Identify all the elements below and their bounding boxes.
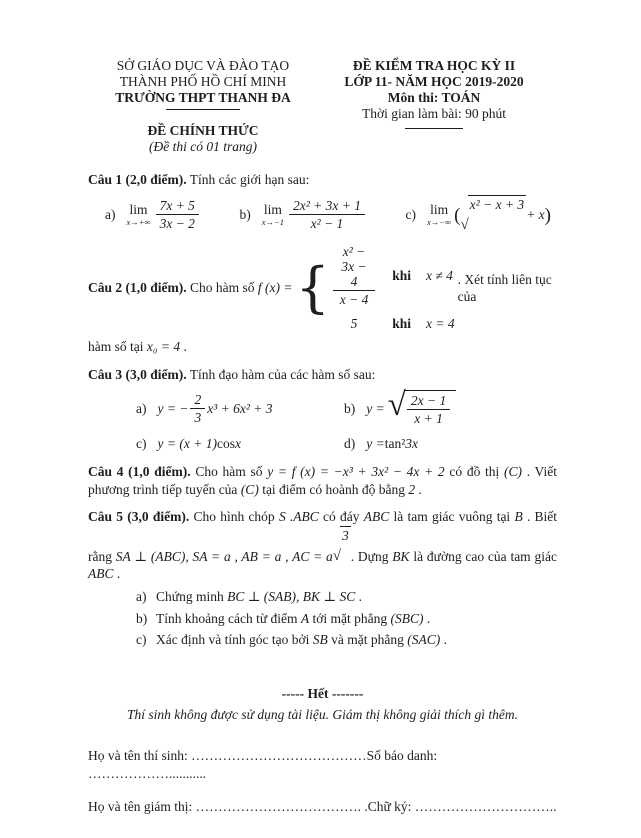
limit-c-open-paren: ( (454, 205, 461, 227)
piecewise-brace: { (295, 256, 330, 320)
subject: Môn thi: TOÁN (387, 89, 481, 105)
pages-note: (Đề thi có 01 trang) (149, 138, 257, 154)
question-3-label: Câu 3 (3,0 điểm). (88, 366, 187, 382)
subitem-b: b) Tính khoảng cách từ điểm A tới mặt phẳng (SBC) . (136, 610, 431, 626)
limit-c-lim: lim x→−∞ (427, 202, 452, 227)
limit-c-close-paren: ) (544, 205, 551, 227)
radical-sign: √ (387, 387, 406, 424)
case-2-condition: x = 4 (425, 315, 455, 331)
limit-a-fraction: $\frac{7x + 5}{3x - 2}$ (156, 198, 199, 231)
derivative-c: c) y = (x + 1) cos x (136, 436, 241, 452)
header-school-block (88, 58, 318, 155)
official-exam-label: ĐỀ CHÍNH THỨC (147, 122, 259, 138)
question-3-grid (88, 387, 557, 453)
limit-a (105, 198, 201, 231)
derivative-b: b) y = √ $\frac{2x - 1}{x + 1}$ (344, 390, 557, 426)
case-1-fraction: $\frac{\text{x² − 3x − 4}}{x - 4}$ (333, 244, 375, 307)
derivative-a: a) y = − $\frac{2}{3}$ x³ + 6x² + 3 (136, 391, 273, 425)
header-exam-block (323, 58, 545, 155)
candidate-name-line: Họ và tên thí sinh: …………………………………Số báo danh: ………………........... (88, 748, 438, 781)
question-5 (88, 508, 557, 651)
subitem-a: a) Chứng minh BC ⊥ (SAB), BK ⊥ SC . (136, 588, 362, 604)
case-2-khi: khi (392, 315, 411, 331)
derivative-b-fraction: $\frac{2x - 1}{x + 1}$ (407, 393, 450, 426)
subitem-c: c) Xác định và tính góc tạo bởi SB và mặt phẳng (SAC) . (136, 632, 447, 648)
piecewise-function (295, 244, 454, 332)
limit-a-lim: lim x→+∞ (126, 202, 151, 227)
question-3-heading (88, 366, 557, 384)
case-1-khi: khi (392, 268, 411, 284)
question-3 (88, 366, 557, 453)
end-marker: ----- Hết ------- (281, 686, 364, 702)
case-2-value: 5 (350, 315, 358, 331)
grade-year: LỚP 11- NĂM HỌC 2019-2020 (344, 73, 524, 89)
limit-b-lim: lim x→−1 (261, 202, 284, 227)
duration: Thời gian làm bài: 90 phút (362, 105, 506, 121)
exam-header (88, 58, 557, 155)
x0-equals-4: x₀ = 4 (146, 339, 181, 355)
limit-c-post: + x (526, 206, 545, 222)
question-1-intro: Tính các giới hạn sau: (186, 171, 310, 187)
limit-b-fraction: $\frac{\text{2x² + 3x + 1}}{\text{x² − 1}}$ (289, 198, 365, 231)
department-line: SỞ GIÁO DỤC VÀ ĐÀO TẠO (116, 58, 290, 73)
proctor-name-line: Họ và tên giám thị: ………………………………. .Chữ ký: ………………………….. (88, 798, 557, 814)
question-5-paragraph: Câu 5 (3,0 điểm). Cho hình chóp S .ABC có đáy ABC là tam giác vuông tại B . Biết rằng SA ⊥ (ABC), SA = a , AB = a , AC = a √ 3 . Dựng BK là đường cao của tam giác ABC . (88, 509, 558, 582)
sqrt-3: √ 3 (332, 527, 349, 564)
header-right-rule (405, 128, 463, 129)
question-1 (88, 171, 557, 235)
question-1-label: Câu 1 (2,0 điểm). (88, 171, 187, 187)
school-name: TRƯỜNG THPT THANH ĐA (115, 89, 291, 105)
exam-title: ĐỀ KIỂM TRA HỌC KỲ II (352, 58, 516, 73)
derivative-d: d) y = tan² 3x (344, 436, 419, 452)
question-2 (88, 244, 557, 356)
limit-c (406, 195, 551, 234)
derivative-b-sqrt (387, 387, 456, 427)
question-1-heading (88, 171, 557, 189)
question-2-lead: Câu 2 (1,0 điểm). Cho hàm số f (x) = (88, 280, 293, 296)
question-2-line-2: hàm số tại x₀ = 4 . (88, 339, 187, 355)
radical-sign: √ (460, 217, 469, 234)
exam-rules-note: Thí sinh không được sử dụng tài liệu. Giám thị không giải thích gì thêm. (127, 706, 518, 722)
limit-b (239, 198, 367, 231)
question-5-subitems (88, 586, 557, 652)
derivative-a-fraction: $\frac{2}{3}$ (190, 392, 205, 425)
question-4-paragraph: Câu 4 (1,0 điểm). Cho hàm số y = f (x) = −x³ + 3x² − 4x + 2 có đồ thị (C) . Viết phương trình tiếp tuyến của (C) tại điểm có hoành độ bằng 2 . (88, 464, 557, 497)
question-1-limits-row (88, 195, 557, 234)
question-2-row (88, 244, 557, 332)
piecewise-cases (331, 244, 455, 332)
question-4-label: Câu 4 (1,0 điểm). (88, 464, 191, 479)
limit-c-label: c) (405, 206, 417, 222)
limit-a-label: a) (105, 206, 116, 222)
limit-b-label: b) (239, 206, 251, 222)
case-1-condition: x ≠ 4 (425, 268, 453, 284)
question-5-label: Câu 5 (3,0 điểm). (88, 509, 190, 525)
fx-symbol: f (x) = (257, 280, 293, 296)
question-2-label: Câu 2 (1,0 điểm). (88, 280, 187, 296)
question-3-intro: Tính đạo hàm của các hàm số sau: (186, 366, 376, 382)
limit-c-sqrt: √ x² − x + 3 (460, 197, 525, 234)
question-2-outro: . Xét tính liên tục của (457, 271, 552, 305)
header-left-rule (166, 109, 240, 110)
radical-sign: √ (332, 547, 342, 564)
city-line: THÀNH PHỐ HỒ CHÍ MINH (119, 73, 287, 89)
question-4 (88, 463, 557, 498)
